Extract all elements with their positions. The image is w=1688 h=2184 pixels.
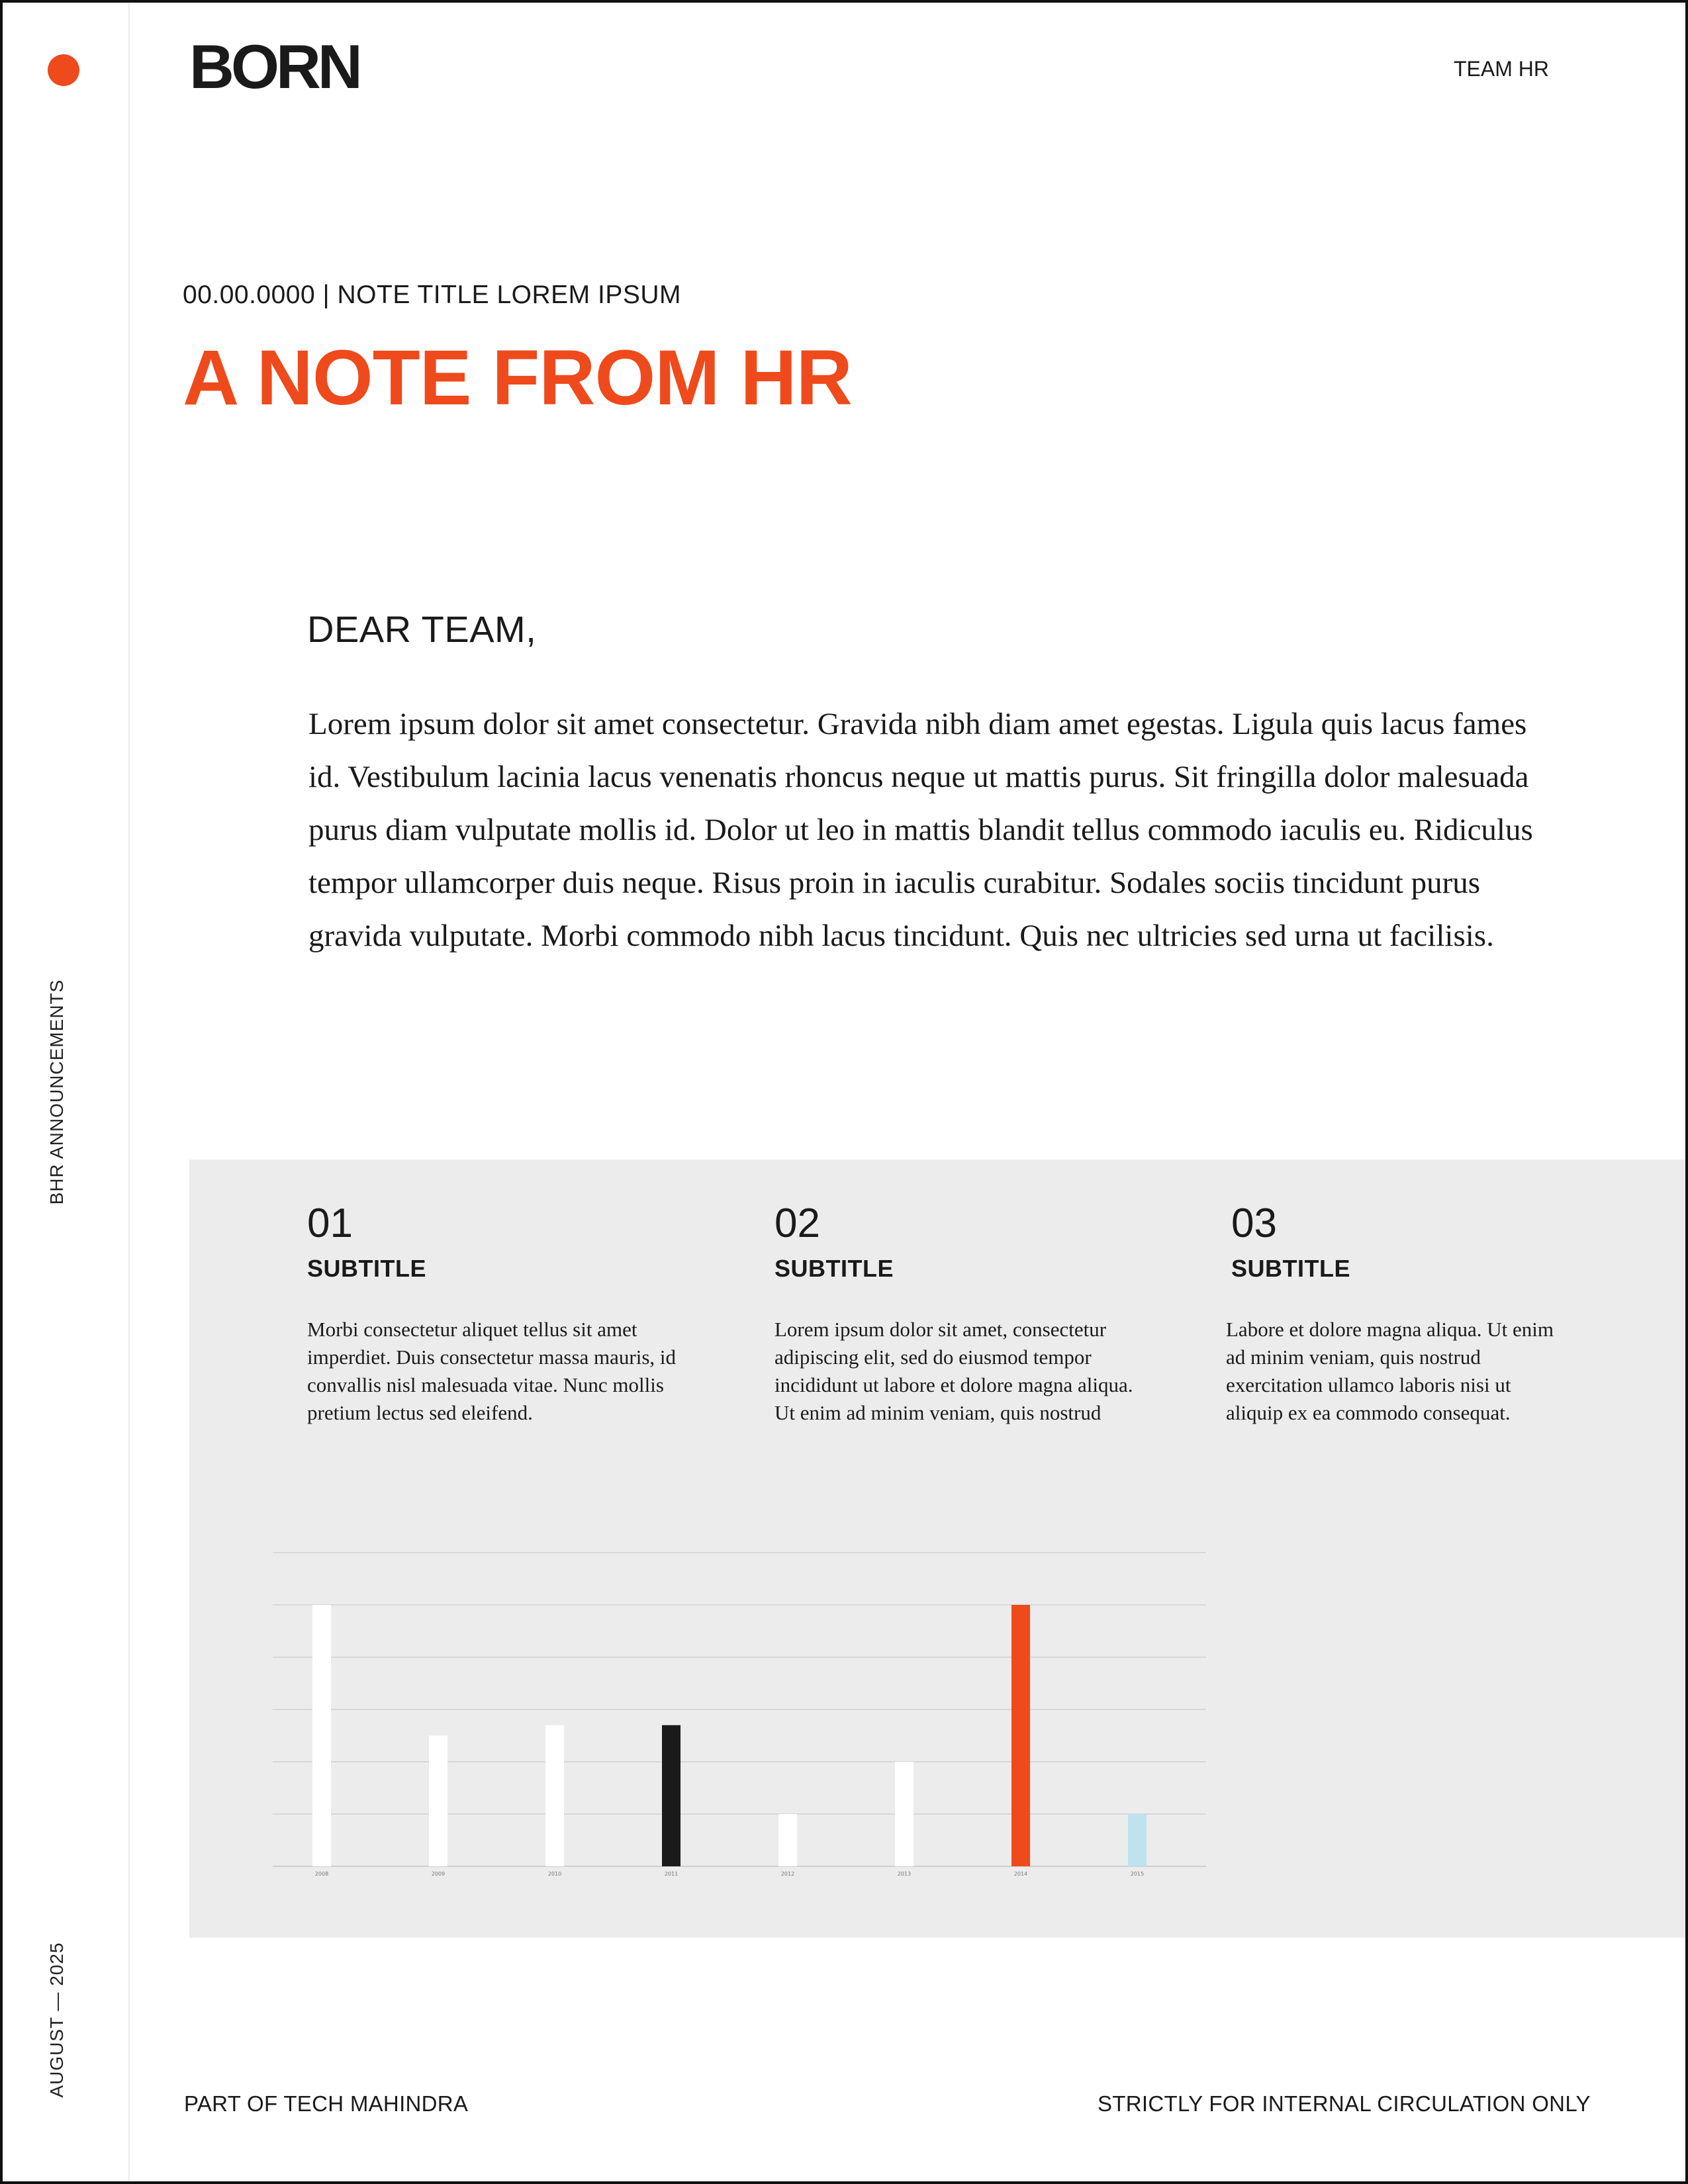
column-text: Lorem ipsum dolor sit amet, consectetur adipiscing elit, sed do eiusmod tempor incididunt ut labore et dolore magna aliqua. Ut enim ad minim veniam, quis nostrud xyxy=(774,1318,1133,1424)
x-tick-label: 2011 xyxy=(664,1871,679,1877)
column-number: 01 xyxy=(307,1201,353,1246)
brand-logo: BORN xyxy=(189,32,359,101)
x-tick-label: 2010 xyxy=(547,1871,562,1877)
greeting: DEAR TEAM, xyxy=(307,608,537,650)
column-number: 02 xyxy=(774,1201,820,1246)
column-text: Morbi consectetur aliquet tellus sit amet imperdiet. Duis consectetur massa mauris, id convallis nisl malesuada vitae. Nunc mollis pretium lectus sed eleifend. xyxy=(307,1318,677,1424)
bar-2015 xyxy=(1128,1814,1147,1866)
note-meta: 00.00.0000 | NOTE TITLE LOREM IPSUM xyxy=(183,281,682,309)
sidebar-section-label: BHR ANNOUNCEMENTS xyxy=(46,979,67,1205)
column-subtitle: SUBTITLE xyxy=(774,1255,894,1282)
x-tick-label: 2015 xyxy=(1130,1871,1145,1877)
highlight-column-1 xyxy=(307,1203,678,1427)
bar-2013 xyxy=(895,1762,914,1866)
column-number: 03 xyxy=(1231,1201,1277,1246)
x-tick-label: 2013 xyxy=(897,1871,912,1877)
bar-chart xyxy=(273,1482,1206,1880)
accent-dot-icon xyxy=(48,54,79,86)
x-tick-label: 2014 xyxy=(1013,1871,1028,1877)
x-tick-label: 2009 xyxy=(431,1871,445,1877)
footer-left: PART OF TECH MAHINDRA xyxy=(184,2091,469,2116)
footer-right: STRICTLY FOR INTERNAL CIRCULATION ONLY xyxy=(1098,2091,1591,2116)
bar-2010 xyxy=(545,1725,564,1866)
bar-2009 xyxy=(429,1736,447,1867)
column-subtitle: SUBTITLE xyxy=(1231,1255,1350,1282)
highlight-column-2 xyxy=(774,1203,1145,1427)
bar-2012 xyxy=(778,1814,797,1866)
sidebar-date-label: AUGUST — 2025 xyxy=(46,1942,67,2098)
x-tick-label: 2012 xyxy=(780,1871,795,1877)
sidebar-divider xyxy=(128,3,130,2181)
bar-2008 xyxy=(312,1605,331,1866)
bar-2011 xyxy=(662,1725,680,1866)
column-text: Labore et dolore magna aliqua. Ut enim ad minim veniam, quis nostrud exercitation ullamco laboris nisi ut aliquip ex ea commodo consequat. xyxy=(1226,1318,1554,1424)
highlight-column-3 xyxy=(1226,1201,1562,1427)
body-paragraph: Lorem ipsum dolor sit amet consectetur. Gravida nibh diam amet egestas. Ligula quis lacus fames id. Vestibulum lacinia lacus venenatis rhoncus neque ut mattis purus. Sit fringilla dolor malesuada purus diam vulputate mollis id. Dolor ut leo in mattis blandit tellus commodo iaculis eu. Ridiculus tempor ullamcorper duis neque. Risus proin in iaculis curabitur. Sodales sociis tincidunt purus gravida vulputate. Morbi commodo nibh lacus tincidunt. Quis nec ultricies sed urna ut facilisis. xyxy=(308,707,1533,953)
column-subtitle: SUBTITLE xyxy=(307,1255,426,1282)
page-title: A NOTE FROM HR xyxy=(183,334,852,422)
team-label: TEAM HR xyxy=(1454,57,1549,81)
bar-2014 xyxy=(1011,1605,1030,1866)
x-tick-label: 2008 xyxy=(314,1871,329,1877)
